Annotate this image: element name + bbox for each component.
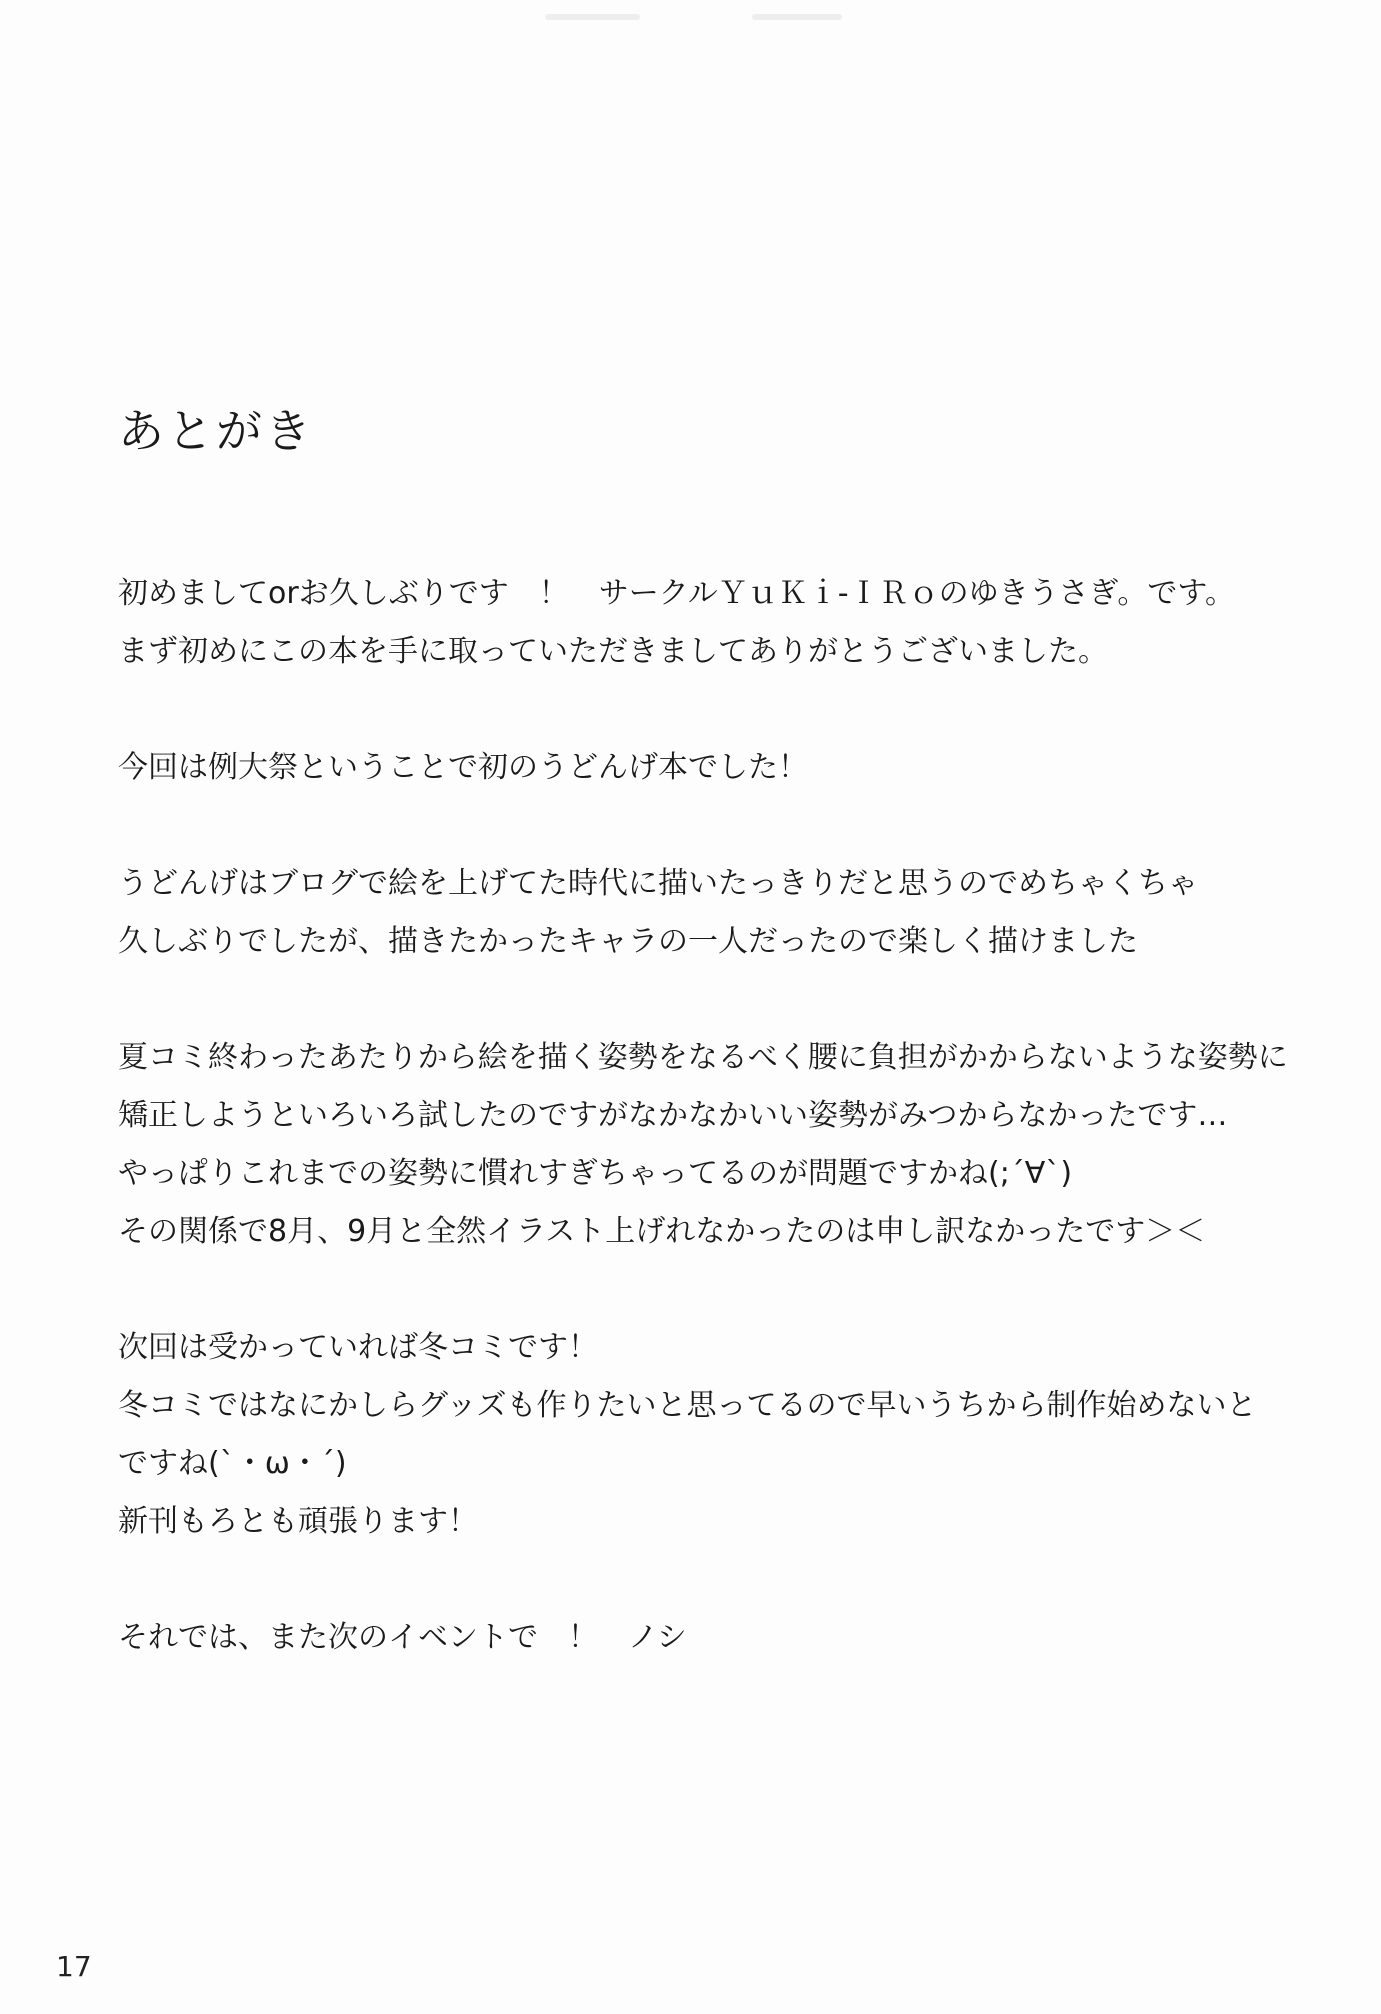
text-line: 初めましてorお久しぶりです ！ サークルＹｕＫｉ-ＩＲｏのゆきうさぎ。です。 [118, 576, 1236, 611]
paragraph [118, 855, 1318, 971]
paragraph [118, 739, 1318, 797]
text-line: それでは、また次のイベントで ！ ノシ [118, 1620, 687, 1655]
text-line: 次回は受かっていれば冬コミです！ [118, 1330, 598, 1365]
afterword-body [118, 565, 1318, 1725]
text-line: その関係で8月、9月と全然イラスト上げれなかったのは申し訳なかったです＞＜ [118, 1214, 1206, 1249]
text-line: 夏コミ終わったあたりから絵を描く姿勢をなるべく腰に負担がかからないような姿勢に [118, 1040, 1288, 1075]
text-line: ですね(`・ω・´) [118, 1446, 347, 1481]
scan-smudge [752, 14, 842, 20]
paragraph [118, 1029, 1318, 1261]
paragraph [118, 1319, 1318, 1551]
text-line: 矯正しようといろいろ試したのですがなかなかいい姿勢がみつからなかったです… [118, 1098, 1228, 1133]
paragraph [118, 1609, 1318, 1667]
text-line: うどんげはブログで絵を上げてた時代に描いたっきりだと思うのでめちゃくちゃ [118, 866, 1198, 901]
text-line: やっぱりこれまでの姿勢に慣れすぎちゃってるのが問題ですかね(;´∀`) [118, 1156, 1073, 1191]
text-line: 冬コミではなにかしらグッズも作りたいと思ってるので早いうちから制作始めないと [118, 1388, 1257, 1423]
paragraph [118, 565, 1318, 681]
page-number: 17 [56, 1950, 92, 1983]
text-line: 新刊もろとも頑張ります！ [118, 1504, 478, 1539]
text-line: 久しぶりでしたが、描きたかったキャラの一人だったので楽しく描けました [118, 924, 1138, 959]
text-line: まず初めにこの本を手に取っていただきましてありがとうございました。 [118, 634, 1108, 669]
scan-smudge [545, 14, 640, 20]
afterword-title: あとがき [118, 404, 314, 458]
text-line: 今回は例大祭ということで初のうどんげ本でした！ [118, 750, 808, 785]
